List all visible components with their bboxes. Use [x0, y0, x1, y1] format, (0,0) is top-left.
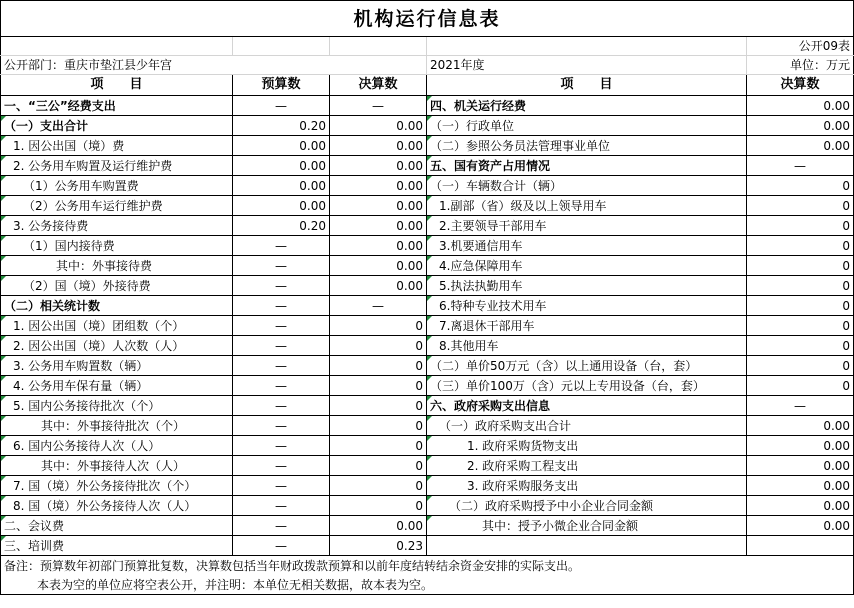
- table-row: [1, 216, 854, 236]
- row-item-right: 1. 政府采购货物支出: [427, 436, 747, 456]
- row-budget: —: [233, 416, 330, 436]
- row-item-right: 3.机要通信用车: [427, 236, 747, 256]
- row-budget: —: [233, 376, 330, 396]
- table-row: [1, 296, 854, 316]
- row-final-left: 0.00: [330, 136, 427, 156]
- row-item-left: 1. 因公出国（境）费: [1, 136, 233, 156]
- row-final-left: 0: [330, 436, 427, 456]
- row-item-left: （1）公务用车购置费: [1, 176, 233, 196]
- row-item-right: 6.特种专业技术用车: [427, 296, 747, 316]
- row-item-left: （1）国内接待费: [1, 236, 233, 256]
- row-budget: —: [233, 356, 330, 376]
- row-item-left: 一、“三公”经费支出: [1, 96, 233, 116]
- row-item-right: （二）参照公务员法管理事业单位: [427, 136, 747, 156]
- row-budget: —: [233, 336, 330, 356]
- row-final-right: 0: [747, 196, 854, 216]
- row-budget: —: [233, 396, 330, 416]
- row-final-left: 0: [330, 496, 427, 516]
- header-final-left: 决算数: [330, 75, 427, 96]
- table-row: [1, 236, 854, 256]
- row-budget: —: [233, 296, 330, 316]
- row-item-left: （2）国（境）外接待费: [1, 276, 233, 296]
- row-final-left: 0: [330, 456, 427, 476]
- table-row: [1, 536, 854, 556]
- row-final-right: 0: [747, 296, 854, 316]
- row-final-right: [747, 536, 854, 556]
- row-item-left: （一）支出合计: [1, 116, 233, 136]
- row-item-left: 其中：外事接待费: [1, 256, 233, 276]
- table-row: [1, 96, 854, 116]
- row-final-left: 0.00: [330, 516, 427, 536]
- row-final-right: —: [747, 396, 854, 416]
- row-budget: 0.20: [233, 216, 330, 236]
- table-row: [1, 456, 854, 476]
- row-budget: 0.00: [233, 156, 330, 176]
- row-final-left: 0.00: [330, 276, 427, 296]
- table-row: [1, 396, 854, 416]
- form-code: 公开09表: [747, 37, 854, 56]
- row-item-left: 其中：外事接待批次（个）: [1, 416, 233, 436]
- header-right-item: 项 目: [427, 75, 747, 96]
- blank-cell: [233, 37, 330, 56]
- row-item-right: 1.副部（省）级及以上领导用车: [427, 196, 747, 216]
- row-final-left: 0: [330, 476, 427, 496]
- row-budget: —: [233, 516, 330, 536]
- row-item-left: 7. 国（境）外公务接待批次（个）: [1, 476, 233, 496]
- row-budget: —: [233, 256, 330, 276]
- row-item-right: 六、政府采购支出信息: [427, 396, 747, 416]
- row-budget: —: [233, 96, 330, 116]
- table-row: [1, 136, 854, 156]
- row-budget: —: [233, 316, 330, 336]
- row-item-right: 其中：授予小微企业合同金额: [427, 516, 747, 536]
- row-final-right: 0.00: [747, 496, 854, 516]
- row-final-left: 0: [330, 336, 427, 356]
- row-budget: —: [233, 496, 330, 516]
- table-row: [1, 436, 854, 456]
- row-item-right: 4.应急保障用车: [427, 256, 747, 276]
- row-item-left: 二、会议费: [1, 516, 233, 536]
- table-row: [1, 256, 854, 276]
- blank-cell: [427, 37, 747, 56]
- row-item-right: 2.主要领导干部用车: [427, 216, 747, 236]
- row-item-right: （一）车辆数合计（辆）: [427, 176, 747, 196]
- row-final-left: 0.00: [330, 216, 427, 236]
- row-budget: —: [233, 436, 330, 456]
- row-final-left: 0: [330, 356, 427, 376]
- row-final-left: 0: [330, 396, 427, 416]
- row-item-right: 四、机关运行经费: [427, 96, 747, 116]
- row-final-left: 0.00: [330, 176, 427, 196]
- row-final-right: 0: [747, 276, 854, 296]
- row-final-right: 0: [747, 236, 854, 256]
- row-final-left: 0: [330, 376, 427, 396]
- row-final-left: 0.00: [330, 156, 427, 176]
- row-item-left: 2. 因公出国（境）人次数（人）: [1, 336, 233, 356]
- row-final-right: 0: [747, 376, 854, 396]
- row-final-right: 0.00: [747, 516, 854, 536]
- blank-cell: [330, 37, 427, 56]
- row-final-left: 0.23: [330, 536, 427, 556]
- header-final-right: 决算数: [747, 75, 854, 96]
- row-item-left: 5. 国内公务接待批次（个）: [1, 396, 233, 416]
- row-item-left: 三、培训费: [1, 536, 233, 556]
- table-row: [1, 116, 854, 136]
- row-final-right: 0.00: [747, 96, 854, 116]
- empty-table-note: 本表为空的单位应将空表公开，并注明：本单位无相关数据，故本表为空。: [1, 575, 854, 595]
- row-item-left: 4. 公务用车保有量（辆）: [1, 376, 233, 396]
- row-final-right: —: [747, 156, 854, 176]
- row-final-right: 0.00: [747, 416, 854, 436]
- blank-cell: [1, 37, 233, 56]
- table-row: [1, 196, 854, 216]
- row-item-right: 五、国有资产占用情况: [427, 156, 747, 176]
- row-final-right: 0: [747, 316, 854, 336]
- row-item-right: 8.其他用车: [427, 336, 747, 356]
- row-item-right: [427, 536, 747, 556]
- row-item-left: （二）相关统计数: [1, 296, 233, 316]
- row-budget: —: [233, 536, 330, 556]
- row-item-left: 3. 公务接待费: [1, 216, 233, 236]
- row-final-left: —: [330, 96, 427, 116]
- row-budget: 0.00: [233, 196, 330, 216]
- table-row: [1, 376, 854, 396]
- header-budget: 预算数: [233, 75, 330, 96]
- table-row: [1, 176, 854, 196]
- row-budget: 0.00: [233, 176, 330, 196]
- department-label: 公开部门：重庆市垫江县少年宫: [1, 56, 427, 75]
- table-row: [1, 356, 854, 376]
- row-item-left: 3. 公务用车购置数（辆）: [1, 356, 233, 376]
- row-item-right: （三）单价100万（含）元以上专用设备（台，套）: [427, 376, 747, 396]
- row-final-left: 0.00: [330, 256, 427, 276]
- row-budget: —: [233, 236, 330, 256]
- row-final-right: 0.00: [747, 436, 854, 456]
- row-item-left: 6. 国内公务接待人次（人）: [1, 436, 233, 456]
- row-item-left: 8. 国（境）外公务接待人次（人）: [1, 496, 233, 516]
- table-row: [1, 516, 854, 536]
- remark-note: 备注：预算数年初部门预算批复数，决算数包括当年财政拨款预算和以前年度结转结余资金安排的实际支出。: [1, 556, 854, 576]
- row-final-right: 0: [747, 256, 854, 276]
- row-final-right: 0: [747, 336, 854, 356]
- row-item-right: （二）单价50万元（含）以上通用设备（台，套）: [427, 356, 747, 376]
- header-left-item: 项 目: [1, 75, 233, 96]
- row-item-left: 1. 因公出国（境）团组数（个）: [1, 316, 233, 336]
- row-item-right: 3. 政府采购服务支出: [427, 476, 747, 496]
- row-item-right: （一）行政单位: [427, 116, 747, 136]
- unit-label: 单位：万元: [747, 56, 854, 75]
- row-final-left: 0.00: [330, 236, 427, 256]
- row-item-left: （2）公务用车运行维护费: [1, 196, 233, 216]
- row-item-left: 2. 公务用车购置及运行维护费: [1, 156, 233, 176]
- row-final-right: 0.00: [747, 136, 854, 156]
- table-row: [1, 276, 854, 296]
- row-budget: —: [233, 456, 330, 476]
- row-final-left: 0.00: [330, 196, 427, 216]
- row-item-right: 2. 政府采购工程支出: [427, 456, 747, 476]
- row-item-right: （一）政府采购支出合计: [427, 416, 747, 436]
- row-final-left: 0: [330, 416, 427, 436]
- page-title: 机构运行信息表: [1, 1, 854, 37]
- row-item-right: （二）政府采购授予中小企业合同金额: [427, 496, 747, 516]
- row-final-left: —: [330, 296, 427, 316]
- row-final-right: 0: [747, 176, 854, 196]
- row-item-right: 5.执法执勤用车: [427, 276, 747, 296]
- row-budget: —: [233, 476, 330, 496]
- table-row: [1, 156, 854, 176]
- row-budget: —: [233, 276, 330, 296]
- row-final-right: 0.00: [747, 476, 854, 496]
- row-final-right: 0: [747, 216, 854, 236]
- year-label: 2021年度: [427, 56, 747, 75]
- row-final-left: 0.00: [330, 116, 427, 136]
- table-row: [1, 416, 854, 436]
- row-budget: 0.00: [233, 136, 330, 156]
- row-item-right: 7.离退休干部用车: [427, 316, 747, 336]
- table-row: [1, 336, 854, 356]
- row-final-right: 0.00: [747, 456, 854, 476]
- row-final-right: 0: [747, 356, 854, 376]
- row-final-right: 0.00: [747, 116, 854, 136]
- table-row: [1, 496, 854, 516]
- table-row: [1, 316, 854, 336]
- row-final-left: 0: [330, 316, 427, 336]
- table-row: [1, 476, 854, 496]
- row-item-left: 其中：外事接待人次（人）: [1, 456, 233, 476]
- row-budget: 0.20: [233, 116, 330, 136]
